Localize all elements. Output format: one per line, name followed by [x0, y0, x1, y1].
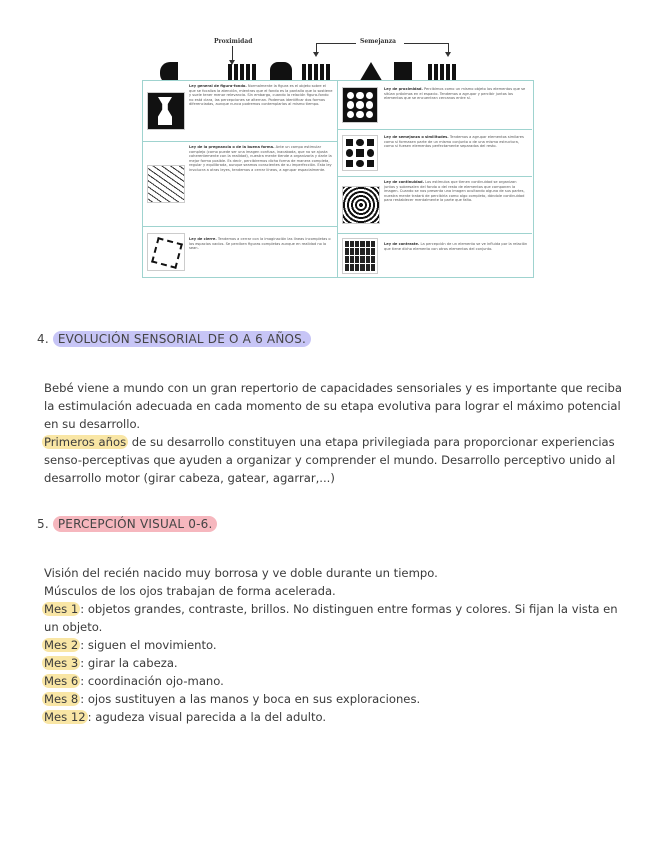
tiger-pattern-icon	[147, 165, 185, 203]
proximity-label: Proximidad	[214, 38, 253, 45]
gestalt-laws-table	[142, 80, 534, 278]
section-5-intro-2: Músculos de los ojos trabajan de forma acelerada.	[44, 584, 336, 598]
figure-ground-vase-icon	[147, 92, 185, 130]
contrast-checks-icon	[342, 238, 378, 274]
section-4-title: EVOLUCIÓN SENSORIAL DE O A 6 AÑOS.	[53, 331, 311, 347]
gestalt-laws-figure	[136, 34, 536, 280]
closure-shape-icon	[147, 233, 185, 271]
section-4-number: 4.	[37, 332, 49, 346]
milestone-mes-2: Mes 2 : siguen el movimiento.	[44, 638, 217, 652]
section-5-number: 5.	[37, 517, 49, 531]
milestone-mes-12: Mes 12 : agudeza visual parecida a la del adulto.	[44, 710, 327, 724]
similarity-arrow-left-head	[313, 52, 319, 57]
law-similarity: Ley de semejanza o similitudes. Tendemos a agrupar elementos similares como si formasen parte de un mismo conjunto o de una misma estructura, como si fuesen elementos perfectamente separados del resto.	[338, 130, 532, 177]
proximity-dots-icon	[342, 87, 378, 123]
milestone-label: Mes 1	[44, 602, 79, 616]
law-proximity: Ley de proximidad. Percibimos como un mismo objeto los elementos que se sitúan próximos en el espacio. Tendemos a agrupar y percibir juntos los elementos que se encuentran cercanos entre sí.	[338, 81, 532, 130]
law-contrast: Ley de contraste. La percepción de un elemento se ve influida por la relación que tiene dicho elemento con otros elementos del conjunto.	[338, 234, 532, 277]
section-5-title: PERCEPCIÓN VISUAL 0-6.	[53, 516, 218, 532]
similarity-arrow-left	[316, 43, 356, 44]
similarity-arrow-right-head	[445, 52, 451, 57]
milestone-mes-1-continuation: un objeto.	[44, 620, 103, 634]
similarity-label: Semejanza	[360, 38, 397, 45]
law-closure: Ley de cierre. Tendemos a cerrar con la imaginación las líneas incompletas o los espacios vacíos. Se perciben figuras completas aunque en realidad no lo sean.	[143, 227, 337, 277]
continuity-spiral-icon	[342, 186, 380, 224]
milestone-mes-1: Mes 1 : objetos grandes, contraste, brillos. No distinguen entre formas y colores. Si fijan la vista en	[44, 602, 618, 616]
section-5-heading	[37, 517, 217, 531]
similarity-grid-icon	[342, 135, 378, 171]
law-figure-ground: Ley general de figura-fondo. Normalmente la figura es el objeto sobre el que se focaliza la atención, mientras que el fondo es la pantalla que lo sostiene y suele tener menor relevancia. Sin embargo, cuando la relación figura-fondo no está clara, las percepciones se alternan. Podemos identificar dos formas diferenciadas, aunque nunca podremos contemplarlas al mismo tiempo.	[143, 81, 337, 142]
section-4-line-3: en su desarrollo.	[44, 417, 141, 431]
section-4-line-6: desarrollo motor (girar cabeza, gatear, agarrar,...)	[44, 471, 335, 485]
section-4-line-5: senso-perceptivas que ayuden a organizar y comprender el mundo. Desarrollo perceptivo unido al	[44, 453, 616, 467]
section-4-line-4: Primeros años de su desarrollo constituyen una etapa privilegiada para proporcionar experiencias	[44, 435, 615, 449]
highlight-primeros-anos: Primeros años	[44, 435, 127, 449]
law-continuity: Ley de continuidad. Los estímulos que tienen continuidad se organizan juntos y sobresalen del fondo o del resto de elementos que componen la imagen. Cuando se nos presenta una imagen ocultando alguna de sus partes, nuestra mente tratará de percibirla como algo completo, dándole continuidad para restablecer mentalmente la parte que falta.	[338, 177, 532, 234]
milestone-label: Mes 6	[44, 674, 79, 688]
section-4-line-1: Bebé viene a mundo con un gran repertorio de capacidades sensoriales y es importante que reciba	[44, 381, 622, 395]
milestone-mes-8: Mes 8 : ojos sustituyen a las manos y boca en sus exploraciones.	[44, 692, 421, 706]
milestone-mes-6: Mes 6 : coordinación ojo-mano.	[44, 674, 224, 688]
gestalt-right-column	[338, 81, 532, 277]
milestone-label: Mes 12	[44, 710, 86, 724]
milestone-label: Mes 3	[44, 656, 79, 670]
milestone-label: Mes 2	[44, 638, 79, 652]
gestalt-left-column	[143, 81, 338, 277]
section-4-line-2: la estimulación adecuada en cada momento de su etapa evolutiva para lograr el máximo potencial	[44, 399, 621, 413]
similarity-arrow-right	[404, 43, 448, 44]
law-pregnancy: Ley de la pregnancia o de la buena forma. Ante un campo estimular complejo (como puede ser una imagen confusa, inacabada, que no se ajusta coherentemente con la realidad), nuestra mente tiende a organizarla y darle la mejor forma posible. Es decir, percibiremos dicha forma de manera completa, regular y equilibrada, aunque seamos conscientes de su imperfección. Esta ley involucra a otras leyes, tendemos a cerrar líneas, a agrupar espacialmente.	[143, 142, 337, 227]
milestone-mes-3: Mes 3 : girar la cabeza.	[44, 656, 178, 670]
section-4-heading	[37, 332, 311, 346]
milestone-label: Mes 8	[44, 692, 79, 706]
section-5-intro-1: Visión del recién nacido muy borrosa y ve doble durante un tiempo.	[44, 566, 438, 580]
